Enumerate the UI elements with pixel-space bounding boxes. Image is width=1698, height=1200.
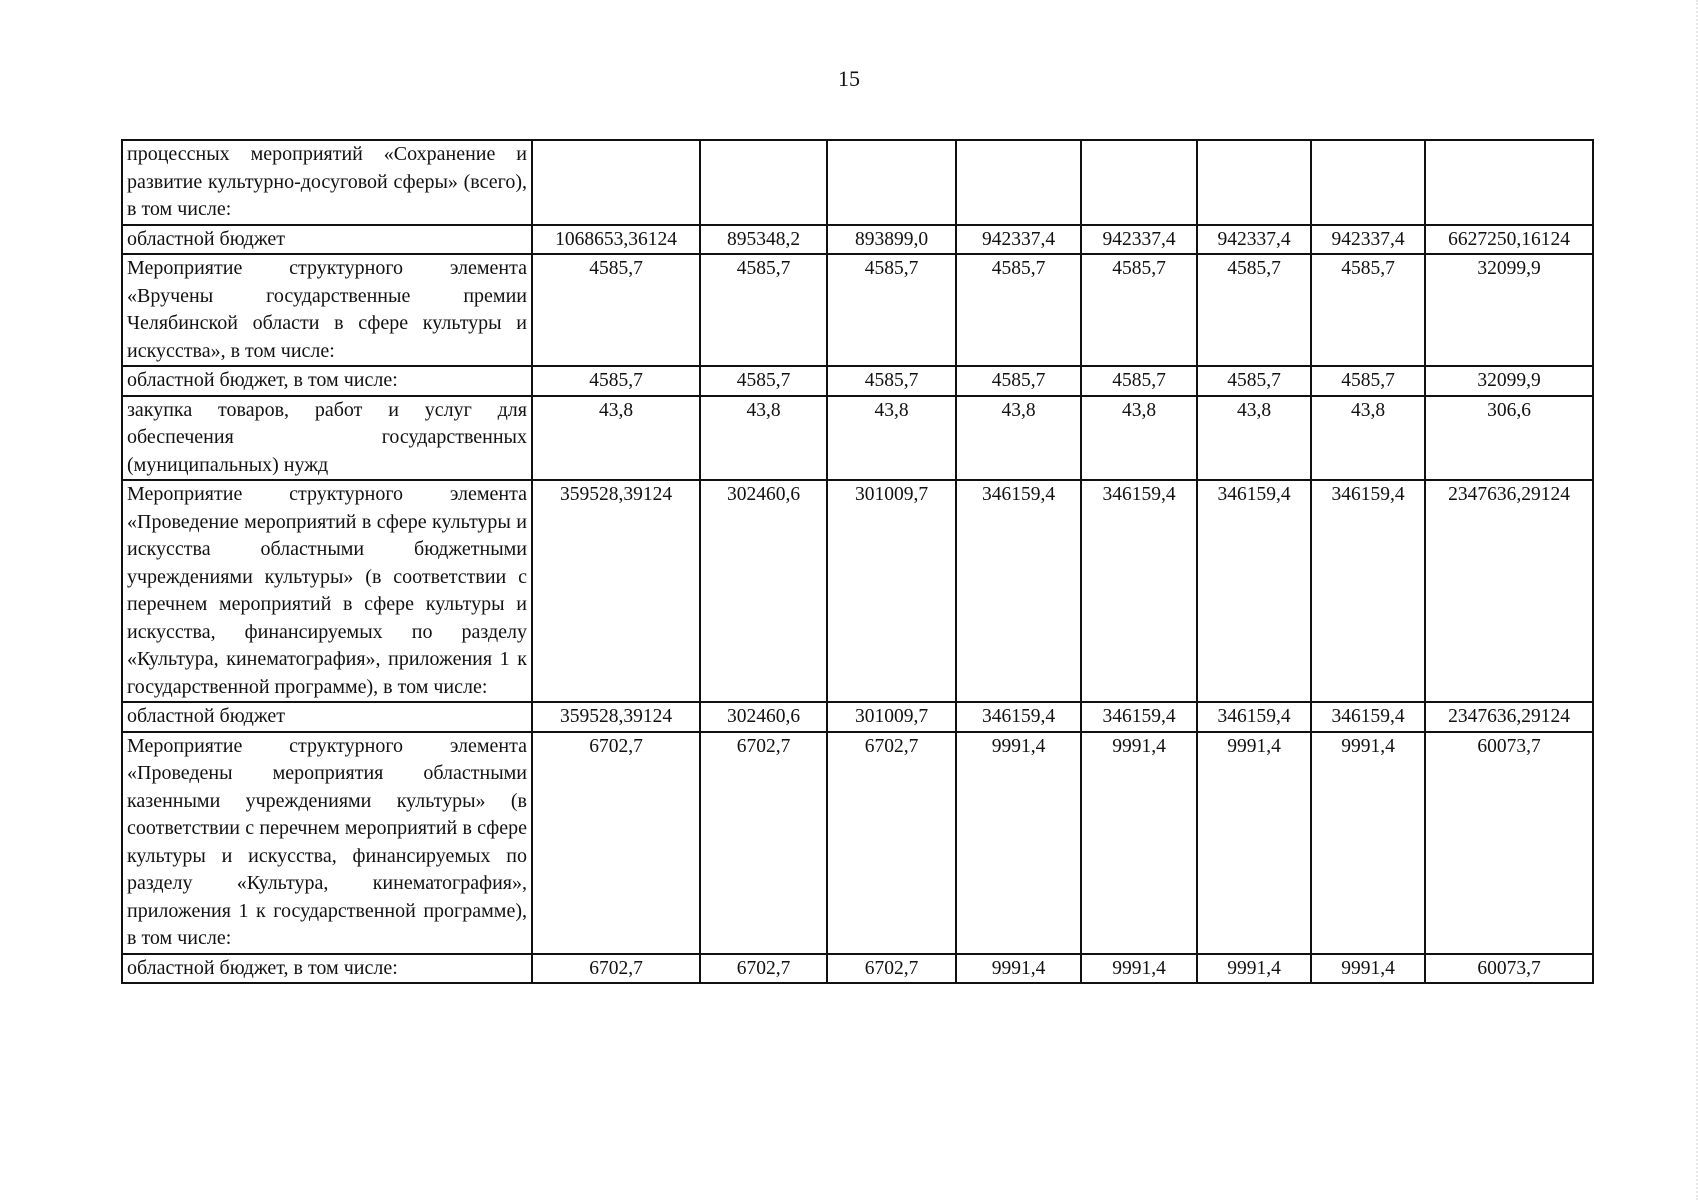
value-cell: 4585,7 (1081, 366, 1197, 396)
total-cell: 32099,9 (1425, 254, 1593, 366)
value-cell: 942337,4 (1197, 225, 1311, 255)
value-cell: 4585,7 (1081, 254, 1197, 366)
value-cell: 4585,7 (700, 254, 827, 366)
value-cell: 43,8 (827, 396, 956, 481)
table-row (122, 254, 1593, 366)
value-cell: 4585,7 (1311, 254, 1425, 366)
total-cell: 60073,7 (1425, 954, 1593, 984)
value-cell: 301009,7 (827, 480, 956, 702)
value-cell: 346159,4 (956, 480, 1081, 702)
value-cell: 43,8 (1197, 396, 1311, 481)
value-cell: 942337,4 (956, 225, 1081, 255)
page-number: 15 (838, 66, 860, 91)
row-name-cell: областной бюджет, в том числе: (122, 366, 532, 396)
value-cell: 9991,4 (956, 732, 1081, 954)
value-cell: 6702,7 (532, 732, 700, 954)
value-cell: 4585,7 (700, 366, 827, 396)
total-cell: 60073,7 (1425, 732, 1593, 954)
value-cell: 359528,39124 (532, 480, 700, 702)
budget-table (121, 139, 1594, 984)
value-cell: 346159,4 (1081, 480, 1197, 702)
value-cell: 6702,7 (532, 954, 700, 984)
table-row (122, 702, 1593, 732)
value-cell: 9991,4 (1081, 732, 1197, 954)
value-cell: 6702,7 (700, 954, 827, 984)
value-cell: 4585,7 (1197, 366, 1311, 396)
value-cell: 6702,7 (827, 732, 956, 954)
table-row (122, 732, 1593, 954)
value-cell: 43,8 (1311, 396, 1425, 481)
value-cell: 942337,4 (1081, 225, 1197, 255)
value-cell: 4585,7 (956, 254, 1081, 366)
value-cell: 346159,4 (1197, 480, 1311, 702)
row-name-cell: областной бюджет (122, 702, 532, 732)
total-cell: 2347636,29124 (1425, 702, 1593, 732)
value-cell: 9991,4 (956, 954, 1081, 984)
row-name-cell: процессных мероприятий «Сохранение и развитие культурно-досуговой сферы» (всего), в том числе: (122, 140, 532, 225)
value-cell: 346159,4 (1311, 702, 1425, 732)
value-cell: 346159,4 (956, 702, 1081, 732)
total-cell: 2347636,29124 (1425, 480, 1593, 702)
row-name-cell: областной бюджет, в том числе: (122, 954, 532, 984)
value-cell: 4585,7 (956, 366, 1081, 396)
value-cell (532, 140, 700, 225)
table-row (122, 480, 1593, 702)
value-cell: 4585,7 (532, 254, 700, 366)
scan-edge-marks (1666, 0, 1698, 1200)
value-cell: 302460,6 (700, 480, 827, 702)
value-cell: 9991,4 (1197, 732, 1311, 954)
value-cell (956, 140, 1081, 225)
value-cell: 4585,7 (827, 366, 956, 396)
total-cell: 6627250,16124 (1425, 225, 1593, 255)
row-name-cell: Мероприятие структурного элемента «Проведены мероприятия областными казенными учреждениями культуры» (в соответствии с перечнем мероприятий в сфере культуры и искусства, финансируемых по разделу «Культура, кинематография», приложения 1 к государственной программе), в том числе: (122, 732, 532, 954)
value-cell: 4585,7 (1311, 366, 1425, 396)
value-cell: 895348,2 (700, 225, 827, 255)
total-cell: 32099,9 (1425, 366, 1593, 396)
value-cell: 6702,7 (700, 732, 827, 954)
value-cell: 6702,7 (827, 954, 956, 984)
value-cell: 346159,4 (1197, 702, 1311, 732)
value-cell (1311, 140, 1425, 225)
value-cell: 1068653,36124 (532, 225, 700, 255)
value-cell: 43,8 (700, 396, 827, 481)
value-cell: 893899,0 (827, 225, 956, 255)
value-cell: 9991,4 (1311, 954, 1425, 984)
value-cell: 9991,4 (1197, 954, 1311, 984)
value-cell: 43,8 (1081, 396, 1197, 481)
value-cell (1197, 140, 1311, 225)
value-cell (700, 140, 827, 225)
value-cell: 9991,4 (1311, 732, 1425, 954)
value-cell: 4585,7 (1197, 254, 1311, 366)
row-name-cell: областной бюджет (122, 225, 532, 255)
table-row (122, 366, 1593, 396)
row-name-cell: закупка товаров, работ и услуг для обеспечения государственных (муниципальных) нужд (122, 396, 532, 481)
table-row (122, 954, 1593, 984)
table-row (122, 140, 1593, 225)
value-cell: 43,8 (956, 396, 1081, 481)
value-cell (1081, 140, 1197, 225)
value-cell: 942337,4 (1311, 225, 1425, 255)
value-cell: 359528,39124 (532, 702, 700, 732)
total-cell: 306,6 (1425, 396, 1593, 481)
value-cell: 4585,7 (827, 254, 956, 366)
value-cell: 9991,4 (1081, 954, 1197, 984)
value-cell: 4585,7 (532, 366, 700, 396)
table-row (122, 396, 1593, 481)
total-cell (1425, 140, 1593, 225)
value-cell: 302460,6 (700, 702, 827, 732)
value-cell: 43,8 (532, 396, 700, 481)
value-cell (827, 140, 956, 225)
row-name-cell: Мероприятие структурного элемента «Вручены государственные премии Челябинской области в сфере культуры и искусства», в том числе: (122, 254, 532, 366)
table-row (122, 225, 1593, 255)
value-cell: 346159,4 (1311, 480, 1425, 702)
value-cell: 301009,7 (827, 702, 956, 732)
value-cell: 346159,4 (1081, 702, 1197, 732)
row-name-cell: Мероприятие структурного элемента «Проведение мероприятий в сфере культуры и искусства областными бюджетными учреждениями культуры» (в соответствии с перечнем мероприятий в сфере культуры и искусства, финансируемых по разделу «Культура, кинематография», приложения 1 к государственной программе), в том числе: (122, 480, 532, 702)
